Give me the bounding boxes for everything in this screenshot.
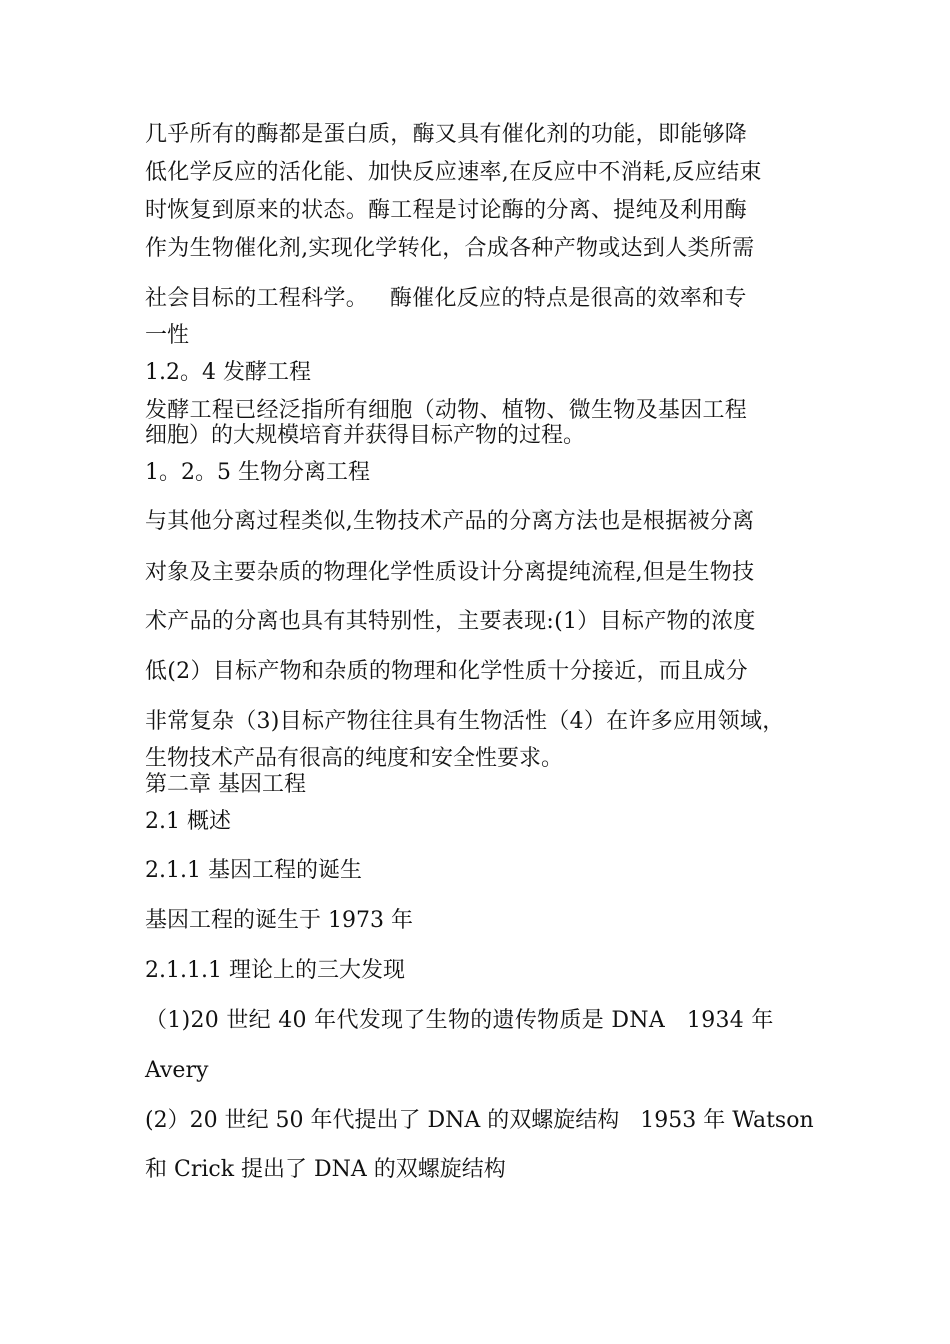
paragraph-line: (2）20 世纪 50 年代提出了 DNA 的双螺旋结构 1953 年 Watson	[145, 1108, 814, 1133]
paragraph-line: 几乎所有的酶都是蛋白质，酶又具有催化剂的功能，即能够降	[145, 122, 748, 147]
chapter-heading: 第二章 基因工程	[145, 772, 306, 797]
section-heading: 2.1.1.1 理论上的三大发现	[145, 958, 405, 983]
paragraph-line: 生物技术产品有很高的纯度和安全性要求。	[145, 746, 564, 771]
paragraph-line: 社会目标的工程科学。 酶催化反应的特点是很高的效率和专	[145, 286, 747, 311]
paragraph-line: （1)20 世纪 40 年代发现了生物的遗传物质是 DNA 1934 年	[145, 1008, 774, 1033]
paragraph-line: 作为生物催化剂,实现化学转化，合成各种产物或达到人类所需	[145, 236, 755, 261]
paragraph-line: 基因工程的诞生于 1973 年	[145, 908, 413, 933]
paragraph-line: 术产品的分离也具有其特别性，主要表现:(1）目标产物的浓度	[145, 609, 756, 634]
paragraph-line: 发酵工程已经泛指所有细胞（动物、植物、微生物及基因工程	[145, 398, 748, 423]
paragraph-line: 时恢复到原来的状态。酶工程是讨论酶的分离、提纯及利用酶	[145, 198, 748, 223]
paragraph-line: Avery	[145, 1058, 209, 1083]
paragraph-line: 非常复杂（3)目标产物往往具有生物活性（4）在许多应用领域，	[145, 709, 785, 734]
paragraph-line: 低化学反应的活化能、加快反应速率,在反应中不消耗,反应结束	[145, 160, 762, 185]
section-heading: 2.1 概述	[145, 809, 231, 834]
section-heading: 2.1.1 基因工程的诞生	[145, 858, 362, 883]
paragraph-line: 低(2）目标产物和杂质的物理和化学性质十分接近，而且成分	[145, 659, 748, 684]
paragraph-line: 和 Crick 提出了 DNA 的双螺旋结构	[145, 1157, 506, 1182]
paragraph-line: 一性	[145, 323, 190, 348]
paragraph-line: 对象及主要杂质的物理化学性质设计分离提纯流程,但是生物技	[145, 560, 755, 585]
section-heading: 1.2。4 发酵工程	[145, 360, 311, 385]
paragraph-line: 与其他分离过程类似,生物技术产品的分离方法也是根据被分离	[145, 509, 755, 534]
paragraph-line: 细胞）的大规模培育并获得目标产物的过程。	[145, 423, 586, 448]
section-heading: 1。2。5 生物分离工程	[145, 460, 370, 485]
